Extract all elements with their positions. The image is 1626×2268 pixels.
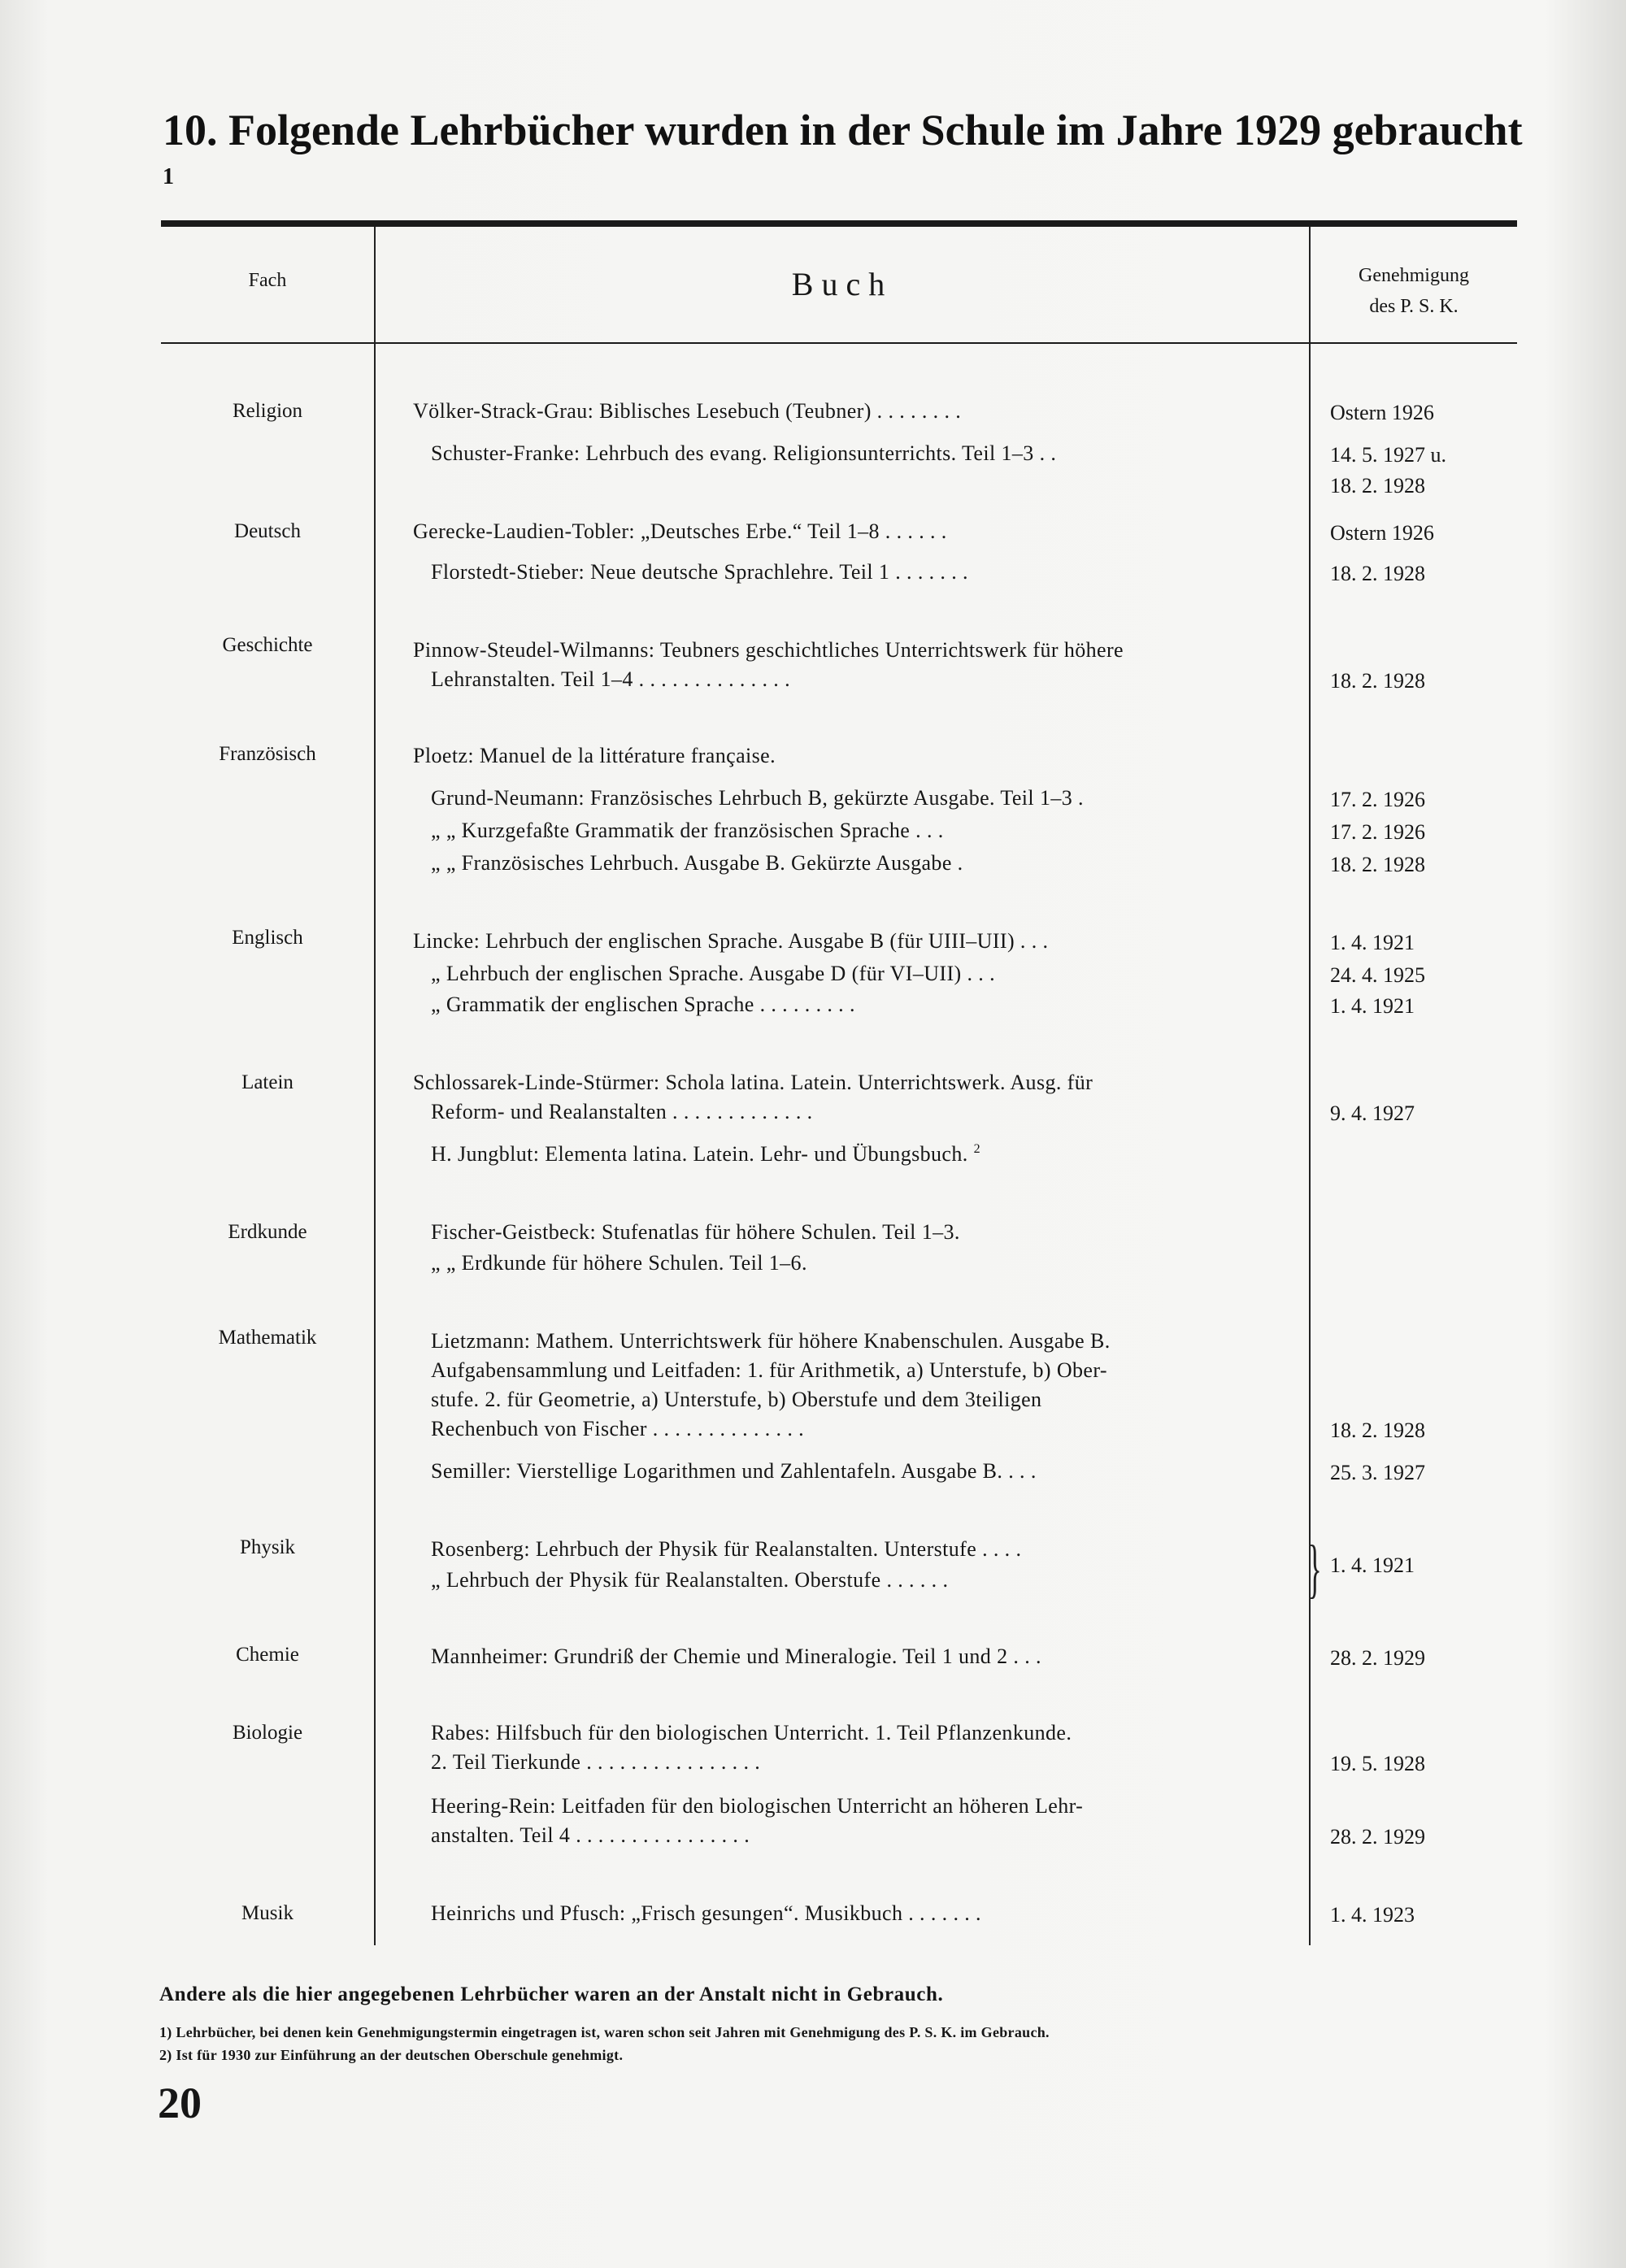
book-line: Schlossarek-Linde-Stürmer: Schola latina. Latein. Unterrichtswerk. Ausg. für bbox=[413, 1071, 1093, 1094]
title-text: 10. Folgende Lehrbücher wurden in der Schule im Jahre 1929 gebraucht bbox=[163, 106, 1523, 154]
approval-date: 28. 2. 1929 bbox=[1330, 1825, 1425, 1849]
book-line: anstalten. Teil 4 . . . . . . . . . . . . . . . . bbox=[431, 1823, 750, 1847]
approval-date: 17. 2. 1926 bbox=[1330, 788, 1425, 811]
approval-date: 17. 2. 1926 bbox=[1330, 820, 1425, 844]
book-line-text: H. Jungblut: Elementa latina. Latein. Lehr- und Übungsbuch. bbox=[431, 1142, 968, 1166]
book-line: 2. Teil Tierkunde . . . . . . . . . . . . . . . . bbox=[431, 1750, 761, 1774]
approval-date: 18. 2. 1928 bbox=[1330, 853, 1425, 876]
book-line: Völker-Strack-Grau: Biblisches Lesebuch (Teubner) . . . . . . . . bbox=[413, 399, 962, 423]
header-book: Buch bbox=[791, 266, 893, 302]
subject-physik: Physik bbox=[239, 1536, 296, 1558]
subject-geschichte: Geschichte bbox=[222, 634, 313, 656]
book-line: „ Lehrbuch der Physik für Realanstalten. Oberstufe . . . . . . bbox=[431, 1568, 949, 1592]
footnote-2: 2) Ist für 1930 zur Einführung an der deutschen Oberschule genehmigt. bbox=[159, 2047, 624, 2063]
book-line: „ Lehrbuch der englischen Sprache. Ausgabe D (für VI–UII) . . . bbox=[431, 962, 995, 985]
book-line: „ Grammatik der englischen Sprache . . . . . . . . . bbox=[431, 993, 855, 1016]
book-line: Rechenbuch von Fischer . . . . . . . . . . . . . . bbox=[431, 1417, 805, 1440]
book-line: Florstedt-Stieber: Neue deutsche Sprachlehre. Teil 1 . . . . . . . bbox=[431, 560, 968, 584]
book-line: Ploetz: Manuel de la littérature française. bbox=[413, 744, 776, 767]
book-line: stufe. 2. für Geometrie, a) Unterstufe, b) Oberstufe und dem 3teiligen bbox=[431, 1388, 1042, 1411]
header-approval bbox=[1311, 260, 1517, 322]
approval-date: Ostern 1926 bbox=[1330, 401, 1434, 424]
approval-date: 18. 2. 1928 bbox=[1330, 562, 1425, 585]
book-line: Aufgabensammlung und Leitfaden: 1. für Arithmetik, a) Unterstufe, b) Ober- bbox=[431, 1358, 1107, 1382]
subject-franzoesisch: Französisch bbox=[219, 743, 316, 765]
subject-mathematik: Mathematik bbox=[218, 1327, 317, 1349]
subject-musik: Musik bbox=[241, 1902, 293, 1924]
approval-date: 14. 5. 1927 u. bbox=[1330, 443, 1446, 467]
header-approval-line1: Genehmigung bbox=[1359, 265, 1469, 286]
approval-date: 19. 5. 1928 bbox=[1330, 1752, 1425, 1775]
approval-date: 1. 4. 1921 bbox=[1330, 994, 1415, 1018]
subject-chemie: Chemie bbox=[236, 1644, 299, 1666]
table-top-rule bbox=[161, 220, 1517, 227]
book-line: Pinnow-Steudel-Wilmanns: Teubners geschichtliches Unterrichtswerk für höhere bbox=[413, 638, 1124, 662]
approval-date: 24. 4. 1925 bbox=[1330, 963, 1425, 987]
physics-brace: } bbox=[1307, 1533, 1322, 1605]
book-line: Semiller: Vierstellige Logarithmen und Zahlentafeln. Ausgabe B. . . . bbox=[431, 1459, 1037, 1483]
footnote-1: 1) Lehrbücher, bei denen kein Genehmigungstermin eingetragen ist, waren schon seit Jahren mit Genehmigung des P. S. K. im Gebrauch. bbox=[159, 2024, 1050, 2040]
book-line: Heering-Rein: Leitfaden für den biologischen Unterricht an höheren Lehr- bbox=[431, 1794, 1084, 1818]
book-line: „ „ Kurzgefaßte Grammatik der französischen Sprache . . . bbox=[431, 819, 944, 842]
book-line: Grund-Neumann: Französisches Lehrbuch B, gekürzte Ausgabe. Teil 1–3 . bbox=[431, 786, 1084, 810]
footnote-mark: 2 bbox=[973, 1142, 980, 1156]
approval-date: 28. 2. 1929 bbox=[1330, 1646, 1425, 1670]
subject-deutsch: Deutsch bbox=[234, 520, 301, 542]
subject-biologie: Biologie bbox=[232, 1722, 303, 1744]
page-number: 20 bbox=[158, 2079, 202, 2127]
header-subject: Fach bbox=[248, 270, 287, 291]
approval-date: 18. 2. 1928 bbox=[1330, 1419, 1425, 1442]
column-divider-subject bbox=[374, 227, 376, 1945]
book-line: Schuster-Franke: Lehrbuch des evang. Religionsunterrichts. Teil 1–3 . . bbox=[431, 441, 1057, 465]
approval-date: 1. 4. 1921 bbox=[1330, 931, 1415, 954]
approval-date: 1. 4. 1923 bbox=[1330, 1903, 1415, 1927]
approval-date: 1. 4. 1921 bbox=[1330, 1553, 1415, 1577]
book-line: Reform- und Realanstalten . . . . . . . . . . . . . bbox=[431, 1100, 813, 1123]
closing-note: Andere als die hier angegebenen Lehrbücher waren an der Anstalt nicht in Gebrauch. bbox=[159, 1983, 944, 2005]
book-line: Heinrichs und Pfusch: „Frisch gesungen“. Musikbuch . . . . . . . bbox=[431, 1901, 981, 1925]
subject-erdkunde: Erdkunde bbox=[228, 1221, 307, 1243]
subject-englisch: Englisch bbox=[232, 927, 303, 949]
book-line: „ „ Französisches Lehrbuch. Ausgabe B. Gekürzte Ausgabe . bbox=[431, 851, 963, 875]
book-line: Mannheimer: Grundriß der Chemie und Mineralogie. Teil 1 und 2 . . . bbox=[431, 1645, 1041, 1668]
table-header-rule bbox=[161, 342, 1517, 344]
approval-date: 18. 2. 1928 bbox=[1330, 669, 1425, 693]
approval-date: 25. 3. 1927 bbox=[1330, 1461, 1425, 1484]
subject-religion: Religion bbox=[232, 400, 303, 422]
book-line: „ „ Erdkunde für höhere Schulen. Teil 1–6. bbox=[431, 1251, 807, 1275]
book-line: Rosenberg: Lehrbuch der Physik für Realanstalten. Unterstufe . . . . bbox=[431, 1537, 1022, 1561]
book-line: Lietzmann: Mathem. Unterrichtswerk für höhere Knabenschulen. Ausgabe B. bbox=[431, 1329, 1111, 1353]
title-footnote-mark: 1 bbox=[163, 164, 174, 189]
approval-date: 9. 4. 1927 bbox=[1330, 1101, 1415, 1125]
page-title bbox=[163, 104, 1545, 215]
book-line-latin-jungblut bbox=[431, 1140, 1301, 1172]
column-divider-approval bbox=[1309, 227, 1311, 1945]
approval-date: 18. 2. 1928 bbox=[1330, 474, 1425, 497]
approval-date: Ostern 1926 bbox=[1330, 521, 1434, 545]
header-approval-line2: des P. S. K. bbox=[1369, 296, 1459, 317]
book-line: Rabes: Hilfsbuch für den biologischen Unterricht. 1. Teil Pflanzenkunde. bbox=[431, 1721, 1072, 1744]
subject-latein: Latein bbox=[241, 1071, 293, 1093]
book-line: Fischer-Geistbeck: Stufenatlas für höhere Schulen. Teil 1–3. bbox=[431, 1220, 960, 1244]
book-line: Lincke: Lehrbuch der englischen Sprache. Ausgabe B (für UIII–UII) . . . bbox=[413, 929, 1049, 953]
book-line: Gerecke-Laudien-Tobler: „Deutsches Erbe.“ Teil 1–8 . . . . . . bbox=[413, 519, 947, 543]
book-line: Lehranstalten. Teil 1–4 . . . . . . . . . . . . . . bbox=[431, 667, 790, 691]
